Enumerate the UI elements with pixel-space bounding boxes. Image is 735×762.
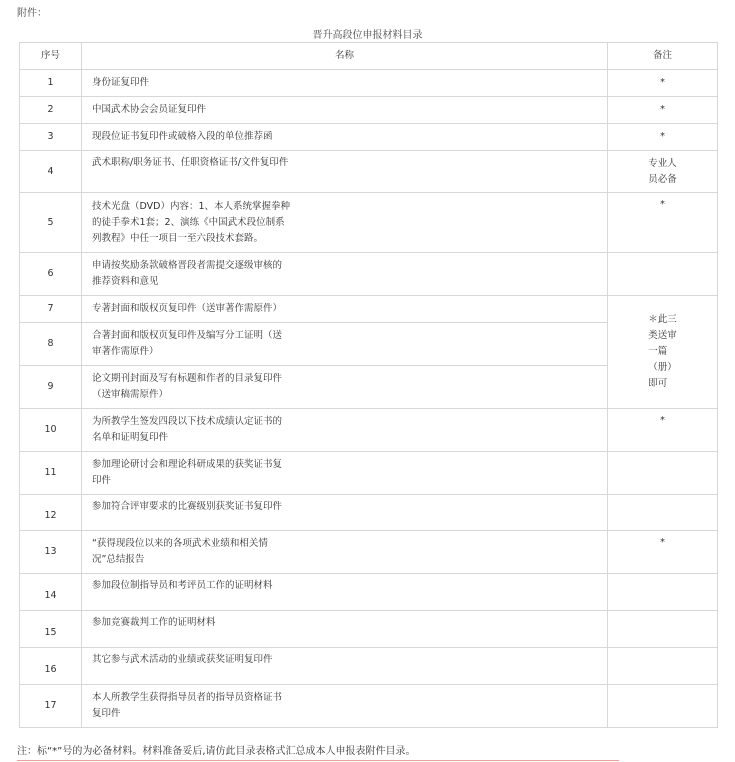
row-seq: 12	[20, 495, 82, 531]
row-seq: 13	[20, 531, 82, 574]
row-name: 合著封面和版权页复印件及编写分工证明（送 审著作需原件）	[82, 323, 608, 366]
footnote-underline	[17, 760, 619, 761]
row-name: 身份证复印件	[82, 70, 608, 97]
row-seq: 4	[20, 151, 82, 193]
table-row	[20, 452, 718, 495]
row-name: 其它参与武术活动的业绩或获奖证明复印件	[82, 648, 608, 685]
table-row	[20, 648, 718, 685]
table-row	[20, 253, 718, 296]
row-name: 为所教学生签发四段以下技术成绩认定证书的 名单和证明复印件	[82, 409, 608, 452]
row-note	[608, 574, 718, 611]
row-note: *	[608, 124, 718, 151]
row-note: *	[608, 531, 718, 574]
row-seq: 3	[20, 124, 82, 151]
table-row	[20, 296, 718, 323]
row-name: “获得现段位以来的各项武术业绩和相关情 况”总结报告	[82, 531, 608, 574]
row-name: 参加段位制指导员和考评员工作的证明材料	[82, 574, 608, 611]
row-seq: 9	[20, 366, 82, 409]
row-seq: 17	[20, 685, 82, 728]
attachment-label: 附件：	[17, 8, 47, 19]
row-name: 专著封面和版权页复印件（送审著作需原件）	[82, 296, 608, 323]
row-note	[608, 495, 718, 531]
header-seq: 序号	[20, 43, 82, 70]
row-note	[608, 685, 718, 728]
table-row	[20, 611, 718, 648]
row-name: 中国武术协会会员证复印件	[82, 97, 608, 124]
table-row	[20, 574, 718, 611]
row-note	[608, 611, 718, 648]
row-note	[608, 452, 718, 495]
row-seq: 14	[20, 574, 82, 611]
materials-table	[19, 42, 718, 728]
row-name: 参加竞赛裁判工作的证明材料	[82, 611, 608, 648]
footnote: 注：标“*”号的为必备材料。材料准备妥后,请仿此目录表格式汇总成本人申报表附件目录。	[17, 746, 416, 757]
row-name: 技术光盘（DVD）内容：1、本人系统掌握拳种 的徒手拳术1套；2、演练《中国武术段位制系 列教程》中任一项目一至六段技术套路。	[82, 193, 608, 253]
row-name: 参加理论研讨会和理论科研成果的获奖证书复 印件	[82, 452, 608, 495]
document-title: 晋升高段位申报材料目录	[312, 30, 423, 41]
table-header-row	[20, 43, 718, 70]
table-row	[20, 193, 718, 253]
table-row	[20, 124, 718, 151]
table-row	[20, 409, 718, 452]
row-seq: 15	[20, 611, 82, 648]
row-name: 现段位证书复印件或破格入段的单位推荐函	[82, 124, 608, 151]
table-row	[20, 70, 718, 97]
row-note: *	[608, 409, 718, 452]
row-note: *	[608, 70, 718, 97]
row-seq: 1	[20, 70, 82, 97]
row-seq: 7	[20, 296, 82, 323]
row-name: 申请按奖励条款破格晋段者需提交逐级审核的 推荐资料和意见	[82, 253, 608, 296]
table-row	[20, 531, 718, 574]
row-note: *	[608, 193, 718, 253]
row-seq: 2	[20, 97, 82, 124]
row-note: 专业人 员必备	[608, 151, 718, 193]
row-name: 武术职称/职务证书、任职资格证书/文件复印件	[82, 151, 608, 193]
row-name: 论文期刊封面及写有标题和作者的目录复印件 （送审稿需原件）	[82, 366, 608, 409]
row-note: *	[608, 97, 718, 124]
row-seq: 5	[20, 193, 82, 253]
table-row	[20, 97, 718, 124]
row-note	[608, 648, 718, 685]
table-row	[20, 495, 718, 531]
row-seq: 16	[20, 648, 82, 685]
row-seq: 10	[20, 409, 82, 452]
table-row	[20, 151, 718, 193]
header-name: 名称	[82, 43, 608, 70]
row-seq: 8	[20, 323, 82, 366]
header-note: 备注	[608, 43, 718, 70]
row-name: 参加符合评审要求的比赛级别获奖证书复印件	[82, 495, 608, 531]
row-name: 本人所教学生获得指导员者的指导员资格证书 复印件	[82, 685, 608, 728]
merged-note-7-9: ＊此三 类送审 一篇 （册） 即可	[608, 296, 718, 409]
row-note	[608, 253, 718, 296]
row-seq: 6	[20, 253, 82, 296]
table-row	[20, 685, 718, 728]
row-seq: 11	[20, 452, 82, 495]
